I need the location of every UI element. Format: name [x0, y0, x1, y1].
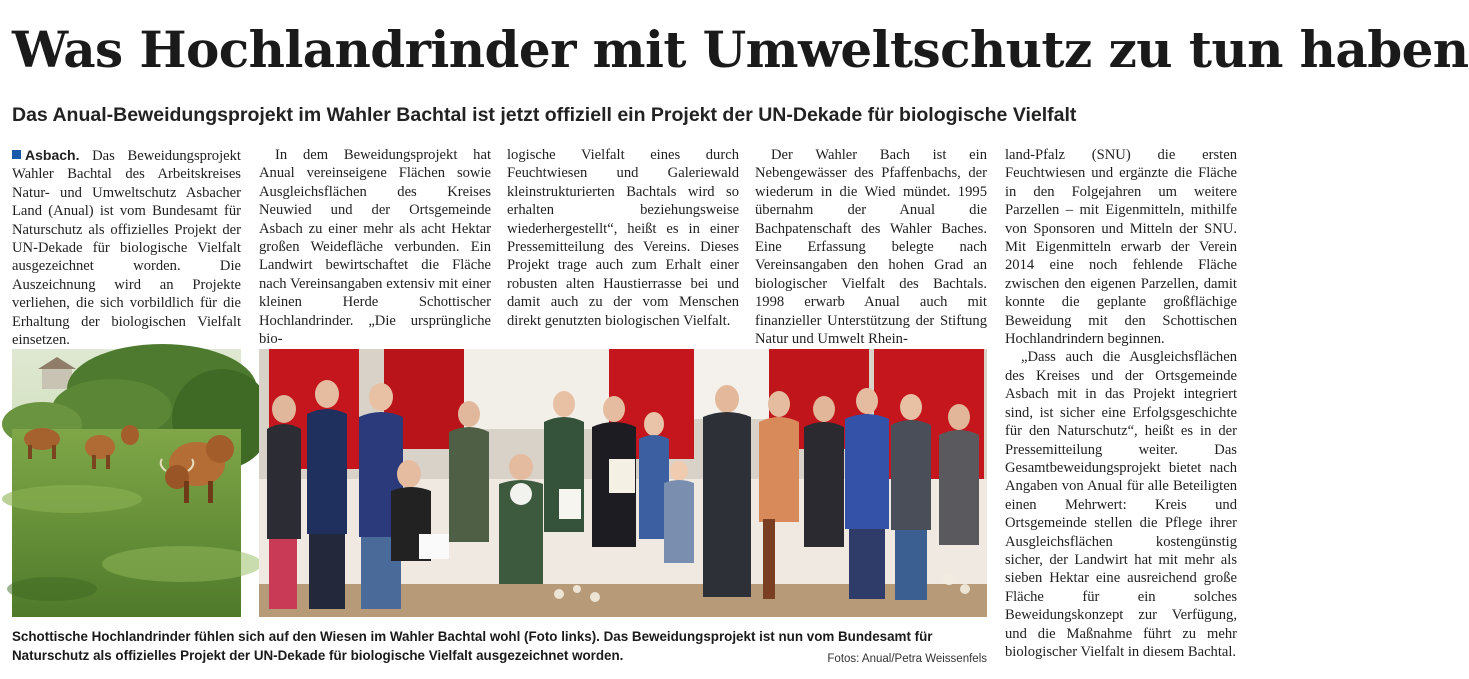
dateline-square-icon	[12, 150, 21, 159]
article-column-1	[12, 146, 241, 349]
column-1-paragraph	[12, 146, 241, 349]
photo-credit: Fotos: Anual/Petra Weissenfels	[827, 653, 987, 665]
award-group-illustration	[259, 349, 987, 617]
article-column-2	[259, 146, 491, 348]
dateline: Asbach.	[25, 147, 80, 163]
column-3-text: logische Vielfalt eines durch Feuchtwiesen und Galeriewald kleinstrukturierten Bachtals wird so erhalten beziehungsweise wiederhergestellt“, heißt es in einer Pressemitteilung des Vereins. Dieses Projekt trage auch zum Erhalt einer robusten alten Haustierrasse bei und damit auch zu der vom Menschen direkt genutzten biologischen Vielfalt.	[507, 147, 739, 329]
article-column-4	[755, 146, 987, 348]
article-column-5	[1005, 146, 1237, 661]
column-1-text: Das Beweidungsprojekt Wahler Bachtal des Arbeitskreises Natur- und Umweltschutz Asbacher Land (Anual) ist vom Bundesamt für Naturschutz als offizielles Projekt der UN-Dekade für biologische Vielfalt ausgezeichnet worden. Die Auszeichnung wird an Projekte verliehen, die sich vorbildlich für die Erhaltung der biologischen Vielfalt einsetzen.	[12, 148, 241, 349]
column-5-paragraph-1: land-Pfalz (SNU) die ersten Feuchtwiesen und ergänzte die Fläche in den Folgejahren um weitere Parzellen – mit Eigenmitteln, mithilfe von Sponsoren und Mitteln der SNU. Mit Eigenmitteln erwarb der Verein 2014 eine noch fehlende Fläche zwischen den eigenen Parzellen, damit konnte die geplante großflächige Beweidung mit den Schottischen Hochlandrindern beginnen.	[1005, 147, 1237, 348]
column-5-paragraph-2: „Dass auch die Ausgleichsflächen des Kreises und der Ortsgemeinde Asbach mit in das Projekt integriert sind, ist sicher eine Erfolgsgeschichte für den Naturschutz“, heißt es in der Pressemitteilung weiter. Das Gesamtbeweidungsprojekt bietet nach Angaben von Anual für alle Beteiligten einen Mehrwert: Kreis und Ortsgemeinde stellen die Pflege ihrer Ausgleichsflächen kostengünstig sicher, der Landwirt hat mit mehr als sieben Hektar eine ausreichend große Fläche für ein solches Beweidungskonzept zur Verfügung, und die Maßnahme führt zu mehr biologischer Vielfalt in diesem Bachtal.	[1005, 349, 1237, 660]
column-4-text: Der Wahler Bach ist ein Nebengewässer des Pfaffenbachs, der wiederum in die Wied mündet. 1995 übernahm der Anual die Bachpatenschaft des Wahler Baches. Eine Erfassung belegte nach Vereinsangaben den hohen Grad an biologischer Vielfalt des Bachtals. 1998 erwarb Anual auch mit finanzieller Unterstützung der Stiftung Natur und Umwelt Rhein-	[755, 147, 987, 348]
photo-highland-cattle	[12, 349, 241, 617]
highland-cattle-illustration	[12, 349, 241, 617]
article-column-3	[507, 146, 739, 330]
photo-award-group	[259, 349, 987, 617]
photo-caption: Schottische Hochlandrinder fühlen sich auf den Wiesen im Wahler Bachtal wohl (Foto links). Das Beweidungsprojekt ist nun vom Bundesamt für Naturschutz als offizielles Projekt der UN-Dekade für biologische Vielfalt ausgezeichnet worden.	[12, 629, 933, 663]
column-2-text: In dem Beweidungsprojekt hat Anual vereinseigene Flächen sowie Ausgleichsflächen des Kreises Neuwied und der Ortsgemeinde Asbach zu einer mehr als acht Hektar großen Weidefläche verbunden. Ein Landwirt bewirtschaftet die Fläche nach Vereinsangaben extensiv mit einer kleinen Herde Schottischer Hochlandrinder. „Die ursprüngliche bio-	[259, 147, 491, 348]
article-headline: Was Hochlandrinder mit Umweltschutz zu tun haben	[12, 20, 1469, 79]
article-subheadline: Das Anual-Beweidungsprojekt im Wahler Bachtal ist jetzt offiziell ein Projekt der UN-Dekade für biologische Vielfalt	[12, 104, 1077, 126]
